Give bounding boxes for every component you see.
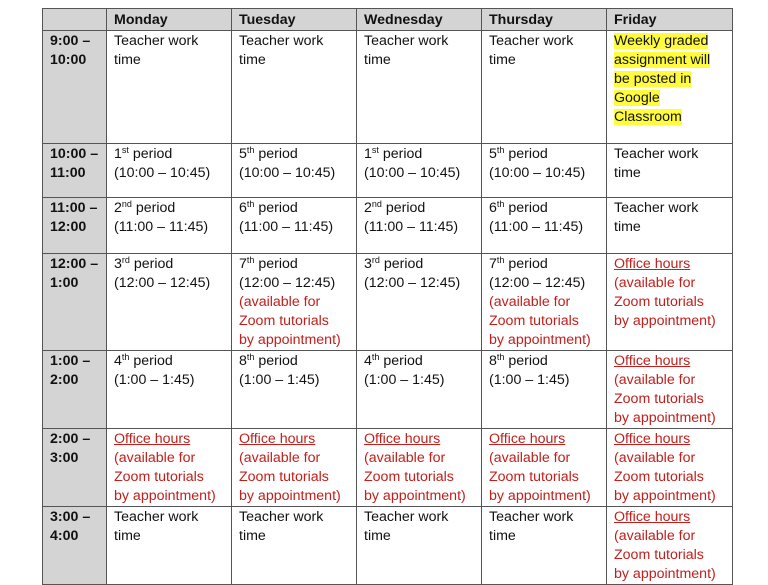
- day-header-wednesday: Wednesday: [357, 9, 482, 31]
- cell-text: Teacher work: [364, 33, 449, 49]
- cell-text: Teacher work: [614, 200, 699, 216]
- time-slot-label: 3:00 –: [50, 509, 91, 525]
- time-slot-label: 4:00: [50, 528, 79, 544]
- period-number: 3: [364, 256, 372, 272]
- cell-text: time: [489, 528, 516, 544]
- slot-cell-monday: [107, 507, 232, 585]
- slot-cell-tuesday: [232, 254, 357, 351]
- period-number: 6: [239, 200, 247, 216]
- time-slot-cell: [43, 507, 107, 585]
- time-slot-label: 10:00 –: [50, 146, 99, 162]
- period-ordinal-suffix: rd: [121, 255, 130, 265]
- office-hours-note: Zoom tutorials: [614, 391, 704, 407]
- cell-text: Teacher work: [364, 509, 449, 525]
- office-hours-note: by appointment): [614, 410, 716, 426]
- day-header-tuesday: Tuesday: [232, 9, 357, 31]
- office-hours-note: (available for: [114, 450, 196, 466]
- slot-cell-friday: [607, 351, 733, 429]
- period-label: period: [133, 256, 174, 272]
- cell-text: time: [614, 165, 641, 181]
- cell-text: time: [114, 52, 141, 68]
- period-time-range: (11:00 – 11:45): [489, 219, 584, 235]
- period-time-range: (10:00 – 10:45): [489, 165, 586, 181]
- period-label: period: [385, 200, 426, 216]
- slot-cell-thursday: [482, 429, 607, 507]
- slot-cell-friday: [607, 429, 733, 507]
- period-time-range: (11:00 – 11:45): [239, 219, 334, 235]
- office-hours-note: Zoom tutorials: [364, 469, 454, 485]
- period-number: 7: [239, 256, 247, 272]
- office-hours-note: by appointment): [489, 488, 591, 504]
- slot-cell-tuesday: [232, 429, 357, 507]
- cell-text: Teacher work: [114, 509, 199, 525]
- period-time-range: (1:00 – 1:45): [114, 372, 195, 388]
- office-hours-note: (available for: [364, 450, 446, 466]
- period-ordinal-suffix: th: [496, 145, 505, 155]
- period-number: 1: [114, 146, 122, 162]
- cell-text: Teacher work: [239, 509, 324, 525]
- period-label: period: [258, 353, 298, 369]
- period-label: period: [382, 146, 423, 162]
- time-slot-label: 12:00: [50, 219, 87, 235]
- period-number: 8: [239, 353, 247, 369]
- time-slot-label: 9:00 –: [50, 33, 91, 49]
- slot-cell-monday: [107, 351, 232, 429]
- period-number: 7: [489, 256, 497, 272]
- highlighted-text: assignment will: [614, 52, 711, 68]
- slot-cell-thursday: [482, 198, 607, 254]
- day-header-friday: Friday: [607, 9, 733, 31]
- period-label: period: [132, 146, 173, 162]
- period-ordinal-suffix: st: [121, 145, 129, 155]
- period-number: 5: [239, 146, 247, 162]
- period-label: period: [258, 256, 298, 272]
- slot-cell-friday: [607, 507, 733, 585]
- period-ordinal-suffix: th: [496, 255, 505, 265]
- cell-text: Teacher work: [489, 33, 574, 49]
- highlighted-text: Weekly graded: [614, 33, 709, 49]
- period-ordinal-suffix: rd: [371, 255, 380, 265]
- cell-text: Teacher work: [489, 509, 574, 525]
- time-slot-label: 11:00 –: [50, 200, 98, 216]
- day-header-thursday: Thursday: [482, 9, 607, 31]
- slot-cell-monday: [107, 31, 232, 144]
- period-number: 4: [114, 353, 122, 369]
- office-hours-title: Office hours: [114, 431, 191, 447]
- office-hours-title: Office hours: [489, 431, 566, 447]
- time-slot-label: 10:00: [50, 52, 87, 68]
- slot-cell-thursday: [482, 31, 607, 144]
- tutorial-note: by appointment): [489, 332, 591, 348]
- period-number: 3: [114, 256, 122, 272]
- cell-text: time: [114, 528, 141, 544]
- highlighted-text: Classroom: [614, 109, 682, 125]
- office-hours-title: Office hours: [364, 431, 441, 447]
- period-label: period: [258, 146, 298, 162]
- cell-text: time: [364, 52, 391, 68]
- period-time-range: (1:00 – 1:45): [489, 372, 570, 388]
- slot-cell-monday: [107, 254, 232, 351]
- period-label: period: [383, 256, 424, 272]
- office-hours-title: Office hours: [614, 353, 691, 369]
- period-number: 6: [489, 200, 497, 216]
- slot-cell-wednesday: [357, 429, 482, 507]
- cell-text: time: [364, 528, 391, 544]
- period-label: period: [508, 146, 548, 162]
- period-number: 2: [114, 200, 122, 216]
- period-time-range: (1:00 – 1:45): [364, 372, 445, 388]
- office-hours-note: (available for: [614, 275, 696, 291]
- tutorial-note: (available for: [239, 294, 321, 310]
- period-number: 8: [489, 353, 497, 369]
- office-hours-title: Office hours: [614, 509, 691, 525]
- time-slot-cell: [43, 144, 107, 198]
- period-number: 1: [364, 146, 372, 162]
- office-hours-note: Zoom tutorials: [239, 469, 329, 485]
- time-slot-label: 2:00 –: [50, 431, 91, 447]
- period-ordinal-suffix: th: [246, 145, 255, 155]
- schedule-row: [43, 31, 733, 144]
- office-hours-note: by appointment): [114, 488, 216, 504]
- slot-cell-friday: [607, 144, 733, 198]
- office-hours-note: (available for: [614, 372, 696, 388]
- slot-cell-monday: [107, 429, 232, 507]
- period-ordinal-suffix: nd: [371, 199, 382, 209]
- slot-cell-friday: [607, 254, 733, 351]
- office-hours-title: Office hours: [239, 431, 316, 447]
- period-label: period: [383, 353, 423, 369]
- period-time-range: (10:00 – 10:45): [364, 165, 461, 181]
- cell-text: Teacher work: [614, 146, 699, 162]
- slot-cell-tuesday: [232, 507, 357, 585]
- period-time-range: (1:00 – 1:45): [239, 372, 320, 388]
- time-slot-label: 1:00: [50, 275, 79, 291]
- period-ordinal-suffix: th: [121, 352, 130, 362]
- tutorial-note: Zoom tutorials: [489, 313, 579, 329]
- cell-text: Teacher work: [239, 33, 324, 49]
- office-hours-note: by appointment): [364, 488, 466, 504]
- period-ordinal-suffix: th: [246, 352, 255, 362]
- slot-cell-monday: [107, 198, 232, 254]
- slot-cell-wednesday: [357, 507, 482, 585]
- time-slot-cell: [43, 254, 107, 351]
- time-slot-label: 11:00: [50, 165, 86, 181]
- highlighted-text: Google: [614, 90, 660, 106]
- office-hours-note: (available for: [489, 450, 571, 466]
- period-label: period: [258, 200, 298, 216]
- slot-cell-wednesday: [357, 351, 482, 429]
- office-hours-note: by appointment): [614, 566, 716, 582]
- period-label: period: [508, 256, 548, 272]
- period-time-range: (12:00 – 12:45): [239, 275, 336, 291]
- period-time-range: (12:00 – 12:45): [364, 275, 461, 291]
- slot-cell-thursday: [482, 507, 607, 585]
- period-label: period: [135, 200, 176, 216]
- tutorial-note: by appointment): [239, 332, 341, 348]
- period-ordinal-suffix: st: [371, 145, 379, 155]
- slot-cell-tuesday: [232, 198, 357, 254]
- period-time-range: (10:00 – 10:45): [239, 165, 336, 181]
- time-slot-label: 3:00: [50, 450, 79, 466]
- schedule-row: [43, 198, 733, 254]
- schedule-row: [43, 144, 733, 198]
- cell-text: time: [239, 528, 266, 544]
- tutorial-note: Zoom tutorials: [239, 313, 329, 329]
- period-number: 4: [364, 353, 372, 369]
- period-ordinal-suffix: th: [246, 199, 255, 209]
- slot-cell-tuesday: [232, 31, 357, 144]
- header-row: [43, 9, 733, 31]
- office-hours-note: (available for: [239, 450, 321, 466]
- period-time-range: (12:00 – 12:45): [489, 275, 586, 291]
- schedule-table: [42, 8, 733, 585]
- cell-text: time: [614, 219, 641, 235]
- office-hours-title: Office hours: [614, 431, 691, 447]
- cell-text: time: [239, 52, 266, 68]
- time-slot-cell: [43, 429, 107, 507]
- slot-cell-tuesday: [232, 351, 357, 429]
- period-time-range: (11:00 – 11:45): [114, 219, 209, 235]
- office-hours-note: (available for: [614, 450, 696, 466]
- slot-cell-friday: [607, 31, 733, 144]
- time-slot-label: 1:00 –: [50, 353, 91, 369]
- slot-cell-thursday: [482, 254, 607, 351]
- schedule-row: [43, 429, 733, 507]
- slot-cell-thursday: [482, 351, 607, 429]
- slot-cell-wednesday: [357, 144, 482, 198]
- office-hours-note: by appointment): [239, 488, 341, 504]
- office-hours-note: Zoom tutorials: [614, 294, 704, 310]
- slot-cell-monday: [107, 144, 232, 198]
- time-slot-cell: [43, 31, 107, 144]
- office-hours-note: (available for: [614, 528, 696, 544]
- day-header-monday: Monday: [107, 9, 232, 31]
- schedule-row: [43, 351, 733, 429]
- slot-cell-wednesday: [357, 198, 482, 254]
- period-number: 5: [489, 146, 497, 162]
- period-label: period: [508, 200, 548, 216]
- office-hours-note: Zoom tutorials: [114, 469, 204, 485]
- time-slot-label: 2:00: [50, 372, 79, 388]
- office-hours-note: by appointment): [614, 488, 716, 504]
- period-time-range: (12:00 – 12:45): [114, 275, 211, 291]
- tutorial-note: (available for: [489, 294, 571, 310]
- slot-cell-wednesday: [357, 254, 482, 351]
- schedule-row: [43, 507, 733, 585]
- cell-text: Teacher work: [114, 33, 199, 49]
- cell-text: time: [489, 52, 516, 68]
- time-slot-cell: [43, 198, 107, 254]
- schedule-row: [43, 254, 733, 351]
- period-time-range: (11:00 – 11:45): [364, 219, 459, 235]
- period-time-range: (10:00 – 10:45): [114, 165, 211, 181]
- period-ordinal-suffix: th: [371, 352, 380, 362]
- slot-cell-friday: [607, 198, 733, 254]
- time-slot-cell: [43, 351, 107, 429]
- office-hours-note: Zoom tutorials: [614, 469, 704, 485]
- period-ordinal-suffix: th: [496, 352, 505, 362]
- period-ordinal-suffix: nd: [121, 199, 132, 209]
- slot-cell-wednesday: [357, 31, 482, 144]
- office-hours-note: by appointment): [614, 313, 716, 329]
- period-ordinal-suffix: th: [246, 255, 255, 265]
- slot-cell-tuesday: [232, 144, 357, 198]
- office-hours-note: Zoom tutorials: [489, 469, 579, 485]
- office-hours-title: Office hours: [614, 256, 691, 272]
- period-ordinal-suffix: th: [496, 199, 505, 209]
- corner-cell: [43, 9, 107, 31]
- period-label: period: [508, 353, 548, 369]
- time-slot-label: 12:00 –: [50, 256, 99, 272]
- office-hours-note: Zoom tutorials: [614, 547, 704, 563]
- highlighted-text: be posted in: [614, 71, 692, 87]
- period-label: period: [133, 353, 173, 369]
- slot-cell-thursday: [482, 144, 607, 198]
- period-number: 2: [364, 200, 372, 216]
